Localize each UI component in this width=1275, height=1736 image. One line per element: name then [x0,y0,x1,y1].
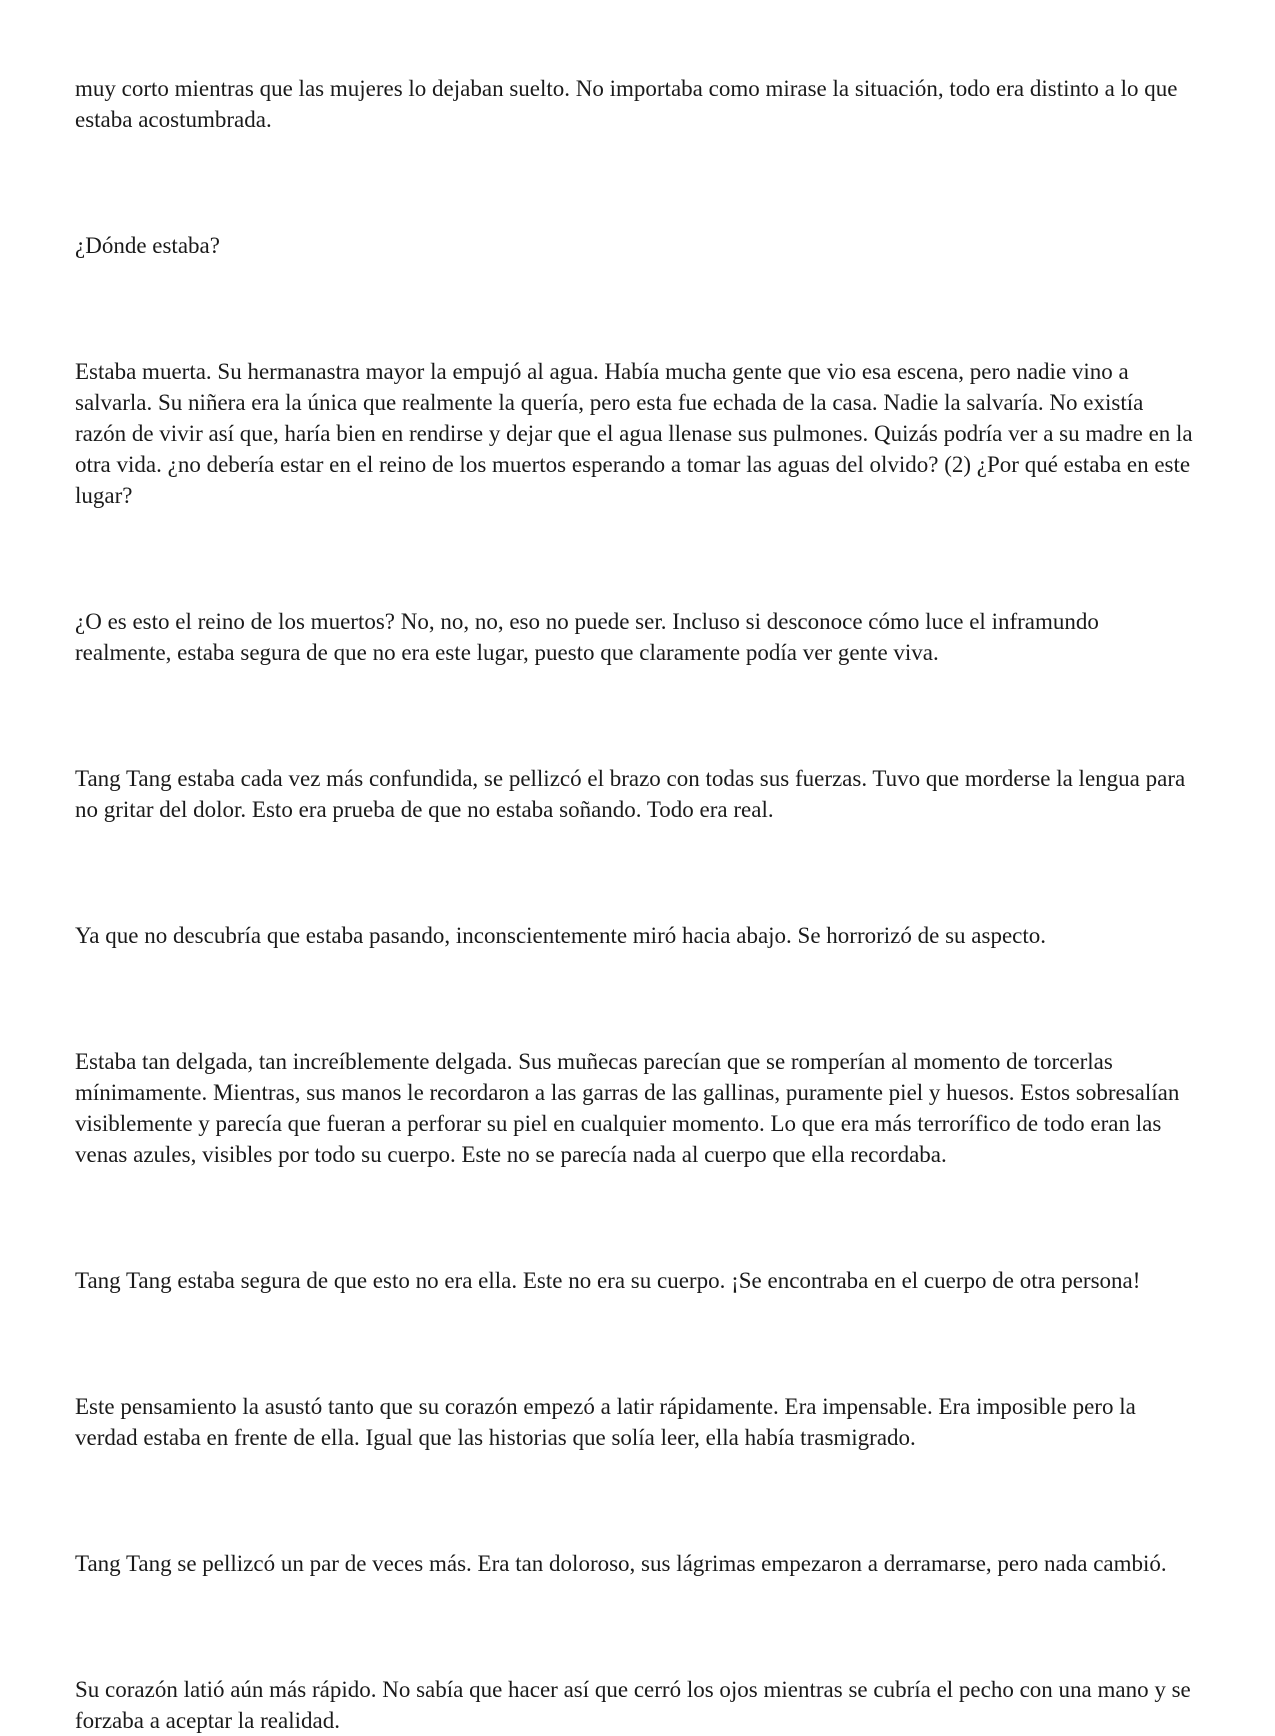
paragraph-11: Su corazón latió aún más rápido. No sabía que hacer así que cerró los ojos mientras se cubría el pecho con una mano y se forzaba a aceptar la realidad. [75,1677,1191,1733]
paragraph-6: Ya que no descubría que estaba pasando, inconscientemente miró hacia abajo. Se horrorizó de su aspecto. [75,923,1047,948]
paragraph-10: Tang Tang se pellizcó un par de veces más. Era tan doloroso, sus lágrimas empezaron a derramarse, pero nada cambió. [75,1551,1167,1576]
paragraph-5: Tang Tang estaba cada vez más confundida, se pellizcó el brazo con todas sus fuerzas. Tuvo que morderse la lengua para no gritar del dolor. Esto era prueba de que no estaba soñando. Todo era real. [75,766,1186,822]
paragraph-2: ¿Dónde estaba? [75,233,220,258]
document-body [75,73,1200,1736]
paragraph-8: Tang Tang estaba segura de que esto no era ella. Este no era su cuerpo. ¡Se encontraba en el cuerpo de otra persona! [75,1268,1141,1293]
paragraph-1: muy corto mientras que las mujeres lo dejaban suelto. No importaba como mirase la situación, todo era distinto a lo que estaba acostumbrada. [75,76,1178,132]
paragraph-3: Estaba muerta. Su hermanastra mayor la empujó al agua. Había mucha gente que vio esa escena, pero nadie vino a salvarla. Su niñera era la única que realmente la quería, pero esta fue echada de la casa. Nadie la salvaría. No existía razón de vivir así que, haría bien en rendirse y dejar que el agua llenase sus pulmones. Quizás podría ver a su madre en la otra vida. ¿no debería estar en el reino de los muertos esperando a tomar las aguas del olvido? (2) ¿Por qué estaba en este lugar? [75,359,1193,508]
paragraph-4: ¿O es esto el reino de los muertos? No, no, no, eso no puede ser. Incluso si desconoce cómo luce el inframundo realmente, estaba segura de que no era este lugar, puesto que claramente podía ver gente viva. [75,609,1099,665]
paragraph-9: Este pensamiento la asustó tanto que su corazón empezó a latir rápidamente. Era impensable. Era imposible pero la verdad estaba en frente de ella. Igual que las historias que solía leer, ella había trasmigrado. [75,1394,1136,1450]
paragraph-7: Estaba tan delgada, tan increíblemente delgada. Sus muñecas parecían que se romperían al momento de torcerlas mínimamente. Mientras, sus manos le recordaron a las garras de las gallinas, puramente piel y huesos. Estos sobresalían visiblemente y parecía que fueran a perforar su piel en cualquier momento. Lo que era más terrorífico de todo eran las venas azules, visibles por todo su cuerpo. Este no se parecía nada al cuerpo que ella recordaba. [75,1049,1180,1167]
